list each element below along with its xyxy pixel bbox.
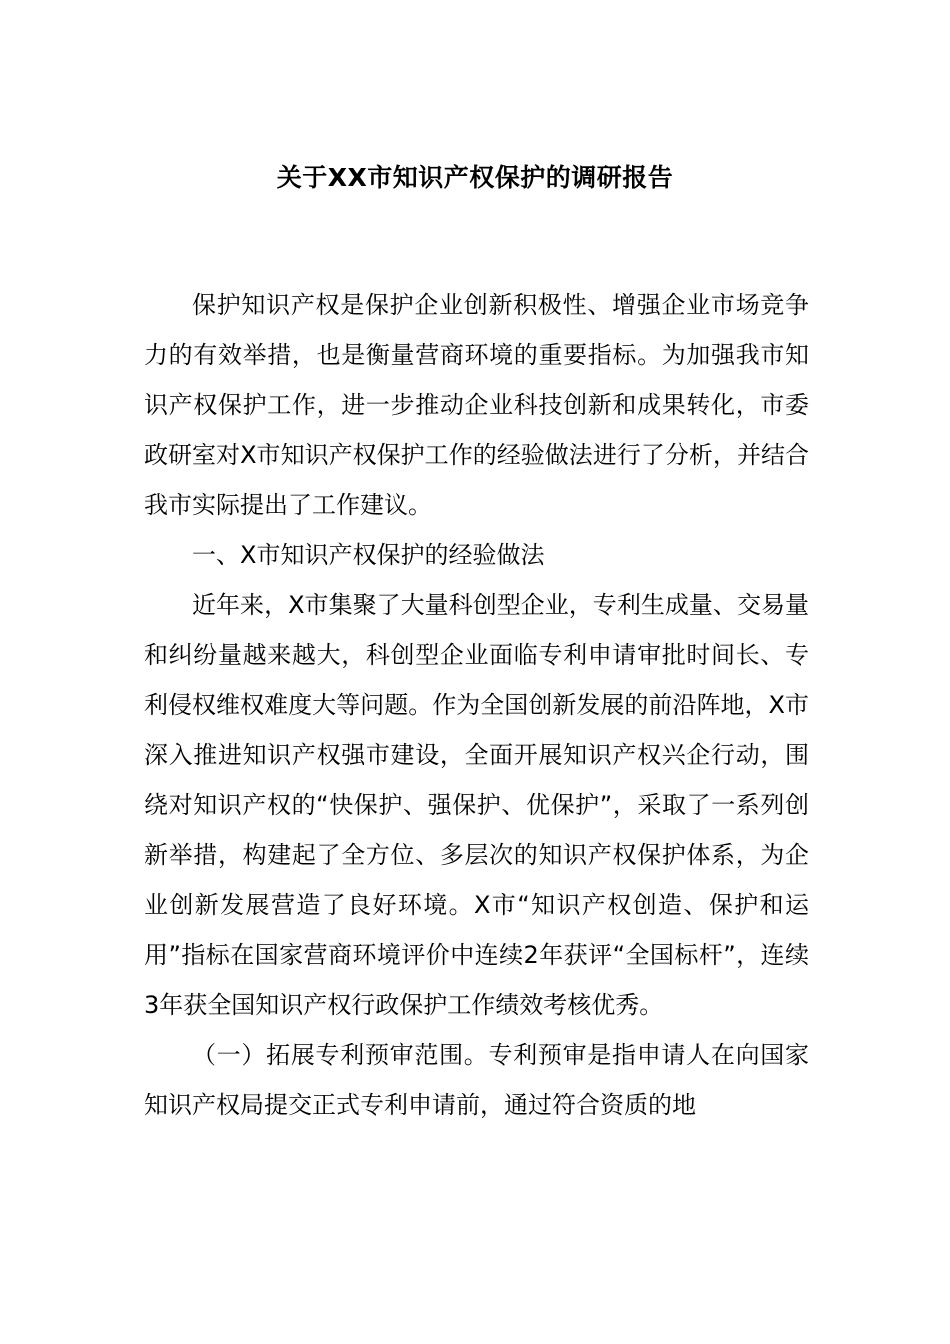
section-heading-1: 一、X市知识产权保护的经验做法 — [192, 541, 545, 569]
section-1-paragraph: 近年来，X市集聚了大量科创型企业，专利生成量、交易量和纠纷量越来越大，科创型企业面临专利申请审批时间长、专利侵权维权难度大等问题。作为全国创新发展的前沿阵地，X市深入推进知识产权强市建设，全面开展知识产权兴企行动，围绕对知识产权的“快保护、强保护、优保护”，采取了一系列创新举措，构建起了全方位、多层次的知识产权保护体系，为企业创新发展营造了良好环境。X市“知识产权创造、保护和运用”指标在国家营商环境评价中连续2年获评“全国标杆”，连续3年获全国知识产权行政保护工作绩效考核优秀。 — [144, 591, 809, 1019]
document-body — [144, 280, 809, 1130]
subsection-1-paragraph: （一）拓展专利预审范围。专利预审是指申请人在向国家知识产权局提交正式专利申请前，通过符合资质的地 — [144, 1041, 809, 1119]
intro-paragraph: 保护知识产权是保护企业创新积极性、增强企业市场竞争力的有效举措，也是衡量营商环境的重要指标。为加强我市知识产权保护工作，进一步推动企业科技创新和成果转化，市委政研室对X市知识产权保护工作的经验做法进行了分析，并结合我市实际提出了工作建议。 — [144, 291, 809, 519]
document-title: 关于XX市知识产权保护的调研报告 — [276, 163, 674, 192]
